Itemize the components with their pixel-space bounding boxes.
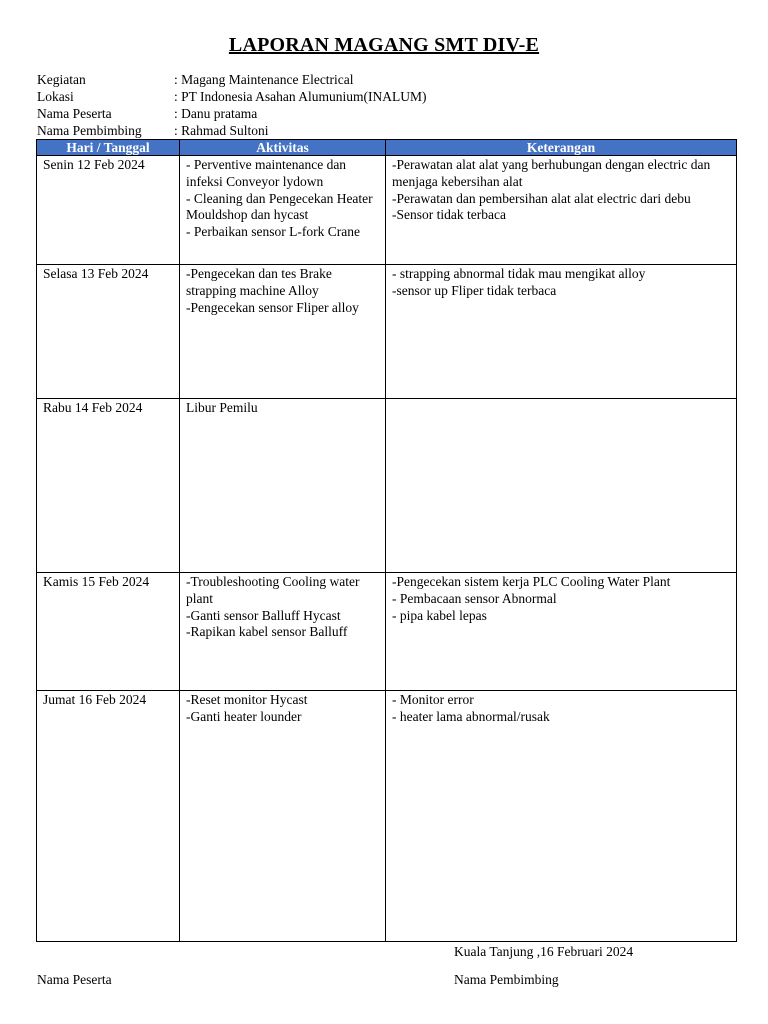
- activity-item: -Ganti sensor Balluff Hycast: [186, 607, 341, 623]
- activity-item: -Pengecekan dan tes Brake strapping machine Alloy: [186, 266, 332, 298]
- note-item: - Pembacaan sensor Abnormal: [392, 590, 557, 606]
- meta-label: Kegiatan: [37, 72, 86, 87]
- activity-item: -Reset monitor Hycast: [186, 692, 308, 707]
- signature-supervisor-label: Nama Pembimbing: [454, 972, 559, 987]
- meta-row-nama-peserta: [37, 105, 426, 122]
- meta-value: : Magang Maintenance Electrical: [174, 72, 354, 87]
- table-row: [37, 265, 737, 399]
- cell-activities: [180, 573, 386, 691]
- activity-item: -Rapikan kabel sensor Balluff: [186, 624, 348, 640]
- meta-row-kegiatan: [37, 71, 426, 88]
- place-date: Kuala Tanjung ,16 Februari 2024: [454, 944, 634, 959]
- meta-value: : PT Indonesia Asahan Alumunium(INALUM): [174, 89, 427, 104]
- cell-notes: [386, 156, 737, 265]
- activity-item: -Ganti heater lounder: [186, 708, 302, 724]
- meta-label: Nama Pembimbing: [37, 123, 142, 138]
- signature-participant-label: Nama Peserta: [37, 972, 112, 987]
- meta-value: : Danu pratama: [174, 106, 258, 121]
- meta-label: Lokasi: [37, 89, 74, 104]
- note-item: -Perawatan alat alat yang berhubungan dengan electric dan menjaga kebersihan alat: [392, 157, 711, 189]
- table-row: [37, 691, 737, 942]
- header-keterangan: Keterangan: [386, 140, 737, 156]
- cell-notes: [386, 265, 737, 399]
- report-title: LAPORAN MAGANG SMT DIV-E: [228, 34, 540, 56]
- cell-day: Selasa 13 Feb 2024: [37, 265, 180, 399]
- cell-day: Kamis 15 Feb 2024: [37, 573, 180, 691]
- cell-day: Jumat 16 Feb 2024: [37, 691, 180, 942]
- meta-value: : Rahmad Sultoni: [174, 123, 269, 138]
- activity-item: -Troubleshooting Cooling water plant: [186, 574, 360, 606]
- cell-notes: [386, 691, 737, 942]
- note-item: -Sensor tidak terbaca: [392, 207, 506, 223]
- cell-day: Senin 12 Feb 2024: [37, 156, 180, 265]
- note-item: -sensor up Fliper tidak terbaca: [392, 282, 557, 298]
- meta-row-lokasi: [37, 88, 426, 105]
- note-item: - heater lama abnormal/rusak: [392, 708, 550, 724]
- activity-item: - Perventive maintenance dan infeksi Conveyor lydown: [186, 157, 347, 189]
- activity-item: - Cleaning dan Pengecekan Heater Mouldshop dan hycast: [186, 190, 373, 223]
- cell-activities: [180, 691, 386, 942]
- cell-activities: [180, 265, 386, 399]
- meta-info: [37, 71, 426, 139]
- cell-day: Rabu 14 Feb 2024: [37, 399, 180, 573]
- note-item: -Pengecekan sistem kerja PLC Cooling Water Plant: [392, 574, 671, 589]
- header-aktivitas: Aktivitas: [180, 140, 386, 156]
- note-item: -Perawatan dan pembersihan alat alat electric dari debu: [392, 190, 691, 206]
- activity-item: Libur Pemilu: [186, 400, 258, 415]
- cell-activities: [180, 399, 386, 573]
- header-hari-tanggal: Hari / Tanggal: [37, 140, 180, 156]
- table-row: [37, 573, 737, 691]
- activity-table: [36, 139, 737, 942]
- activity-item: - Perbaikan sensor L-fork Crane: [186, 224, 360, 240]
- meta-label: Nama Peserta: [37, 106, 112, 121]
- activity-item: -Pengecekan sensor Fliper alloy: [186, 299, 359, 315]
- note-item: - strapping abnormal tidak mau mengikat alloy: [392, 266, 646, 281]
- cell-activities: [180, 156, 386, 265]
- table-row: [37, 156, 737, 265]
- cell-notes: [386, 573, 737, 691]
- cell-notes: [386, 399, 737, 573]
- meta-row-nama-pembimbing: [37, 122, 426, 139]
- note-item: - pipa kabel lepas: [392, 607, 487, 623]
- table-row: [37, 399, 737, 573]
- note-item: - Monitor error: [392, 692, 474, 707]
- table-header-row: [37, 140, 737, 156]
